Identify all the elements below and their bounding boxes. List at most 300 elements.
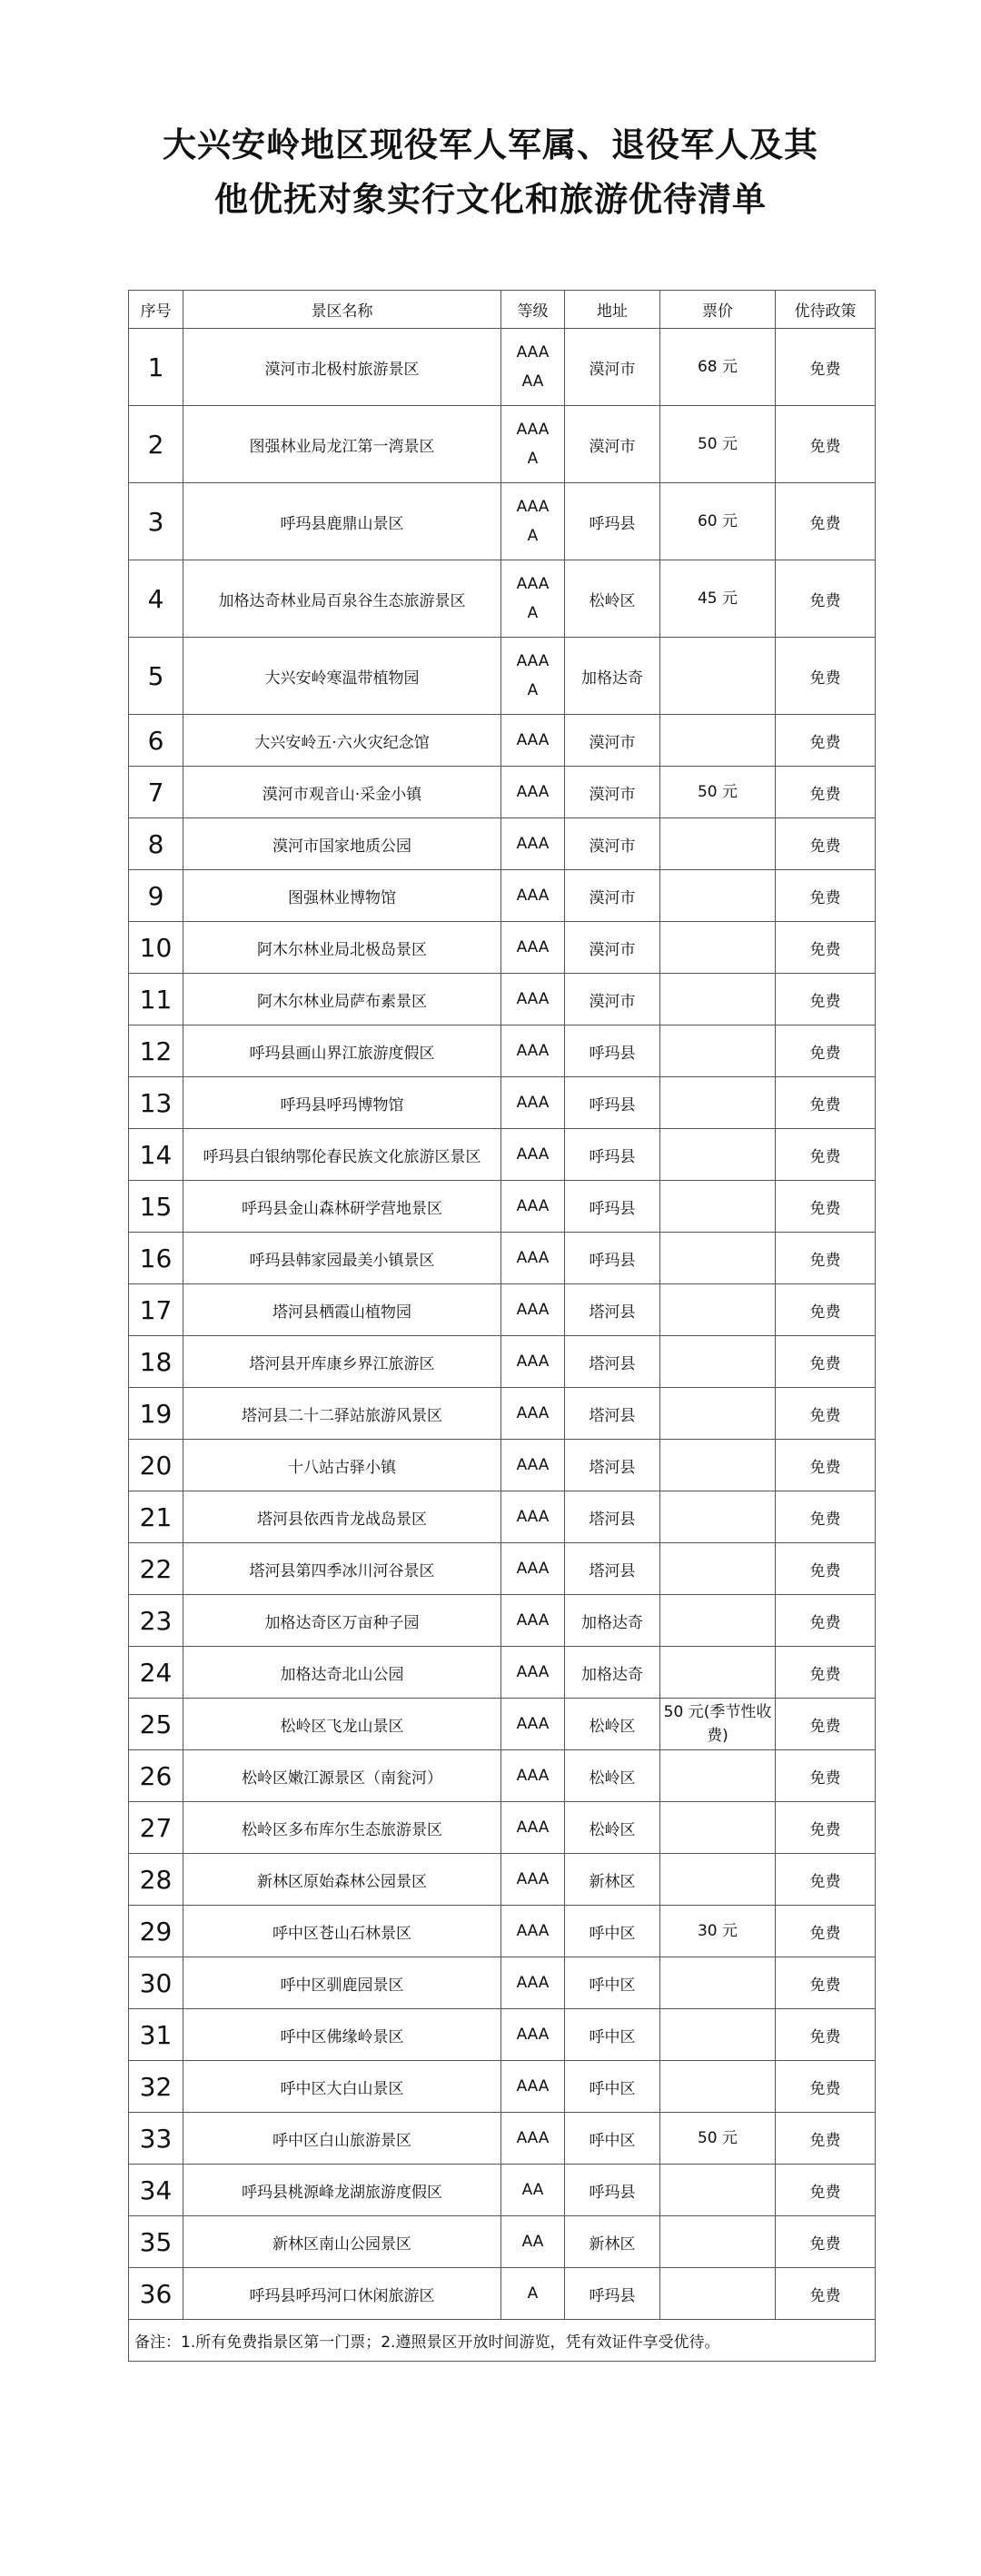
row-policy: 免费 [776,1543,876,1595]
row-price: 60 元 [660,483,776,560]
row-grade [501,715,565,767]
row-name: 加格达奇林业局百泉谷生态旅游景区 [183,560,501,638]
grade-line-1: AAA [516,1145,550,1164]
grade-line-1: AAA [516,575,550,593]
row-grade [501,1336,565,1388]
row-grade [501,1129,565,1181]
row-address: 呼玛县 [565,1025,660,1077]
row-address: 加格达奇 [565,1647,660,1699]
row-name: 松岭区多布库尔生态旅游景区 [183,1802,501,1854]
row-seq: 20 [129,1440,183,1491]
row-address: 漠河市 [565,767,660,818]
row-seq: 36 [129,2268,183,2320]
row-address: 新林区 [565,2216,660,2268]
grade-line-2: A [527,604,539,622]
row-seq: 22 [129,1543,183,1595]
table-row [129,818,876,870]
row-address: 漠河市 [565,406,660,483]
row-address: 呼玛县 [565,1077,660,1129]
row-seq: 9 [129,870,183,922]
grade-line-1: AAA [516,1508,550,1526]
row-seq: 12 [129,1025,183,1077]
row-seq: 30 [129,1957,183,2009]
row-address: 塔河县 [565,1336,660,1388]
grade-line-1: AAA [516,421,550,439]
row-grade [501,1854,565,1906]
row-grade [501,1284,565,1336]
table-body [129,329,876,2320]
row-seq: 3 [129,483,183,560]
row-name: 新林区原始森林公园景区 [183,1854,501,1906]
row-policy: 免费 [776,1854,876,1906]
row-name: 图强林业局龙江第一湾景区 [183,406,501,483]
row-seq: 8 [129,818,183,870]
row-policy: 免费 [776,2268,876,2320]
title-line-2: 他优抚对象实行文化和旅游优待清单 [214,180,767,219]
row-name: 漠河市国家地质公园 [183,818,501,870]
row-price: 50 元 [660,767,776,818]
row-policy: 免费 [776,1233,876,1284]
row-address: 呼玛县 [565,2268,660,2320]
row-price: 45 元 [660,560,776,638]
table-row [129,1854,876,1906]
row-grade [501,2061,565,2113]
row-name: 呼玛县桃源峰龙湖旅游度假区 [183,2165,501,2216]
row-seq: 17 [129,1284,183,1336]
row-price [660,1440,776,1491]
row-policy: 免费 [776,1802,876,1854]
row-seq: 26 [129,1750,183,1802]
note-row [129,2320,876,2362]
row-policy: 免费 [776,1647,876,1699]
row-seq: 2 [129,406,183,483]
row-price [660,2216,776,2268]
row-seq: 21 [129,1491,183,1543]
row-policy: 免费 [776,1025,876,1077]
row-seq: 23 [129,1595,183,1647]
row-address: 松岭区 [565,1750,660,1802]
row-name: 呼玛县呼玛河口休闲旅游区 [183,2268,501,2320]
table-row [129,1388,876,1440]
row-name: 呼中区大白山景区 [183,2061,501,2113]
row-address: 加格达奇 [565,638,660,715]
row-name: 呼中区驯鹿园景区 [183,1957,501,2009]
table-row [129,1543,876,1595]
grade-line-1: AAA [516,1974,550,1992]
row-policy: 免费 [776,2061,876,2113]
row-address: 松岭区 [565,1802,660,1854]
grade-line-2: A [527,681,539,699]
grade-line-1: AA [521,2233,544,2251]
row-grade [501,560,565,638]
row-name: 呼玛县呼玛博物馆 [183,1077,501,1129]
title-line-1: 大兴安岭地区现役军人军属、退役军人及其 [163,125,818,164]
grade-line-2: AA [521,372,544,391]
row-seq: 24 [129,1647,183,1699]
row-policy: 免费 [776,1284,876,1336]
row-policy: 免费 [776,2165,876,2216]
row-address: 呼中区 [565,2061,660,2113]
row-name: 漠河市观音山·采金小镇 [183,767,501,818]
row-grade [501,1750,565,1802]
row-price [660,1077,776,1129]
row-price: 50 元(季节性收费) [660,1699,776,1750]
row-grade [501,870,565,922]
row-seq: 10 [129,922,183,974]
table-row [129,715,876,767]
row-address: 加格达奇 [565,1595,660,1647]
table-row [129,1595,876,1647]
row-price [660,2268,776,2320]
header-address: 地址 [565,291,660,329]
benefits-table [128,290,876,2362]
row-seq: 16 [129,1233,183,1284]
row-policy: 免费 [776,406,876,483]
row-price [660,1129,776,1181]
row-address: 呼玛县 [565,1129,660,1181]
row-price: 50 元 [660,406,776,483]
row-address: 呼中区 [565,2009,660,2061]
row-address: 塔河县 [565,1284,660,1336]
table-row [129,1129,876,1181]
row-grade [501,483,565,560]
row-name: 新林区南山公园景区 [183,2216,501,2268]
row-grade [501,406,565,483]
row-seq: 7 [129,767,183,818]
grade-line-1: AAA [516,1715,550,1733]
row-policy: 免费 [776,1699,876,1750]
row-price [660,1957,776,2009]
row-price [660,922,776,974]
row-policy: 免费 [776,1336,876,1388]
row-seq: 35 [129,2216,183,2268]
grade-line-1: AAA [516,835,550,853]
row-name: 阿木尔林业局萨布素景区 [183,974,501,1025]
row-name: 塔河县依西肯龙战岛景区 [183,1491,501,1543]
grade-line-1: AAA [516,1663,550,1681]
row-price [660,715,776,767]
table-row [129,638,876,715]
row-name: 塔河县开库康乡界江旅游区 [183,1336,501,1388]
table-row [129,974,876,1025]
row-grade [501,638,565,715]
row-policy: 免费 [776,818,876,870]
table-row [129,1336,876,1388]
row-address: 呼玛县 [565,483,660,560]
row-policy: 免费 [776,560,876,638]
grade-line-1: AAA [516,887,550,905]
row-price [660,1284,776,1336]
grade-line-1: AAA [516,1301,550,1319]
grade-line-1: AAA [516,990,550,1008]
row-price [660,818,776,870]
row-address: 呼中区 [565,1906,660,1957]
grade-line-1: AAA [516,731,550,749]
grade-line-2: A [527,527,539,545]
grade-line-1: AAA [516,2077,550,2095]
row-seq: 31 [129,2009,183,2061]
table-row [129,1233,876,1284]
row-name: 松岭区飞龙山景区 [183,1699,501,1750]
grade-line-1: AAA [516,783,550,801]
grade-line-1: AAA [516,1197,550,1215]
row-price [660,2061,776,2113]
grade-line-1: AAA [516,1456,550,1474]
header-price: 票价 [660,291,776,329]
row-seq: 32 [129,2061,183,2113]
row-name: 松岭区嫩江源景区（南瓮河） [183,1750,501,1802]
row-grade [501,818,565,870]
row-policy: 免费 [776,329,876,406]
table-row [129,560,876,638]
row-price [660,1181,776,1233]
grade-line-1: AAA [516,938,550,956]
row-price [660,1388,776,1440]
table-row [129,1647,876,1699]
table-row [129,2113,876,2165]
row-grade [501,1233,565,1284]
row-grade [501,1957,565,2009]
grade-line-1: AAA [516,343,550,362]
row-policy: 免费 [776,1957,876,2009]
row-grade [501,922,565,974]
grade-line-1: AAA [516,2129,550,2147]
row-policy: 免费 [776,1388,876,1440]
row-address: 漠河市 [565,870,660,922]
grade-line-2: A [527,450,539,468]
row-policy: 免费 [776,922,876,974]
grade-line-1: AAA [516,1818,550,1837]
row-grade [501,2009,565,2061]
row-grade [501,1025,565,1077]
grade-line-1: AAA [516,652,550,670]
row-name: 呼中区苍山石林景区 [183,1906,501,1957]
row-policy: 免费 [776,1440,876,1491]
table-row [129,1440,876,1491]
row-price [660,1750,776,1802]
row-address: 呼中区 [565,1957,660,2009]
row-grade [501,1906,565,1957]
row-address: 漠河市 [565,974,660,1025]
header-seq: 序号 [129,291,183,329]
table-row [129,2009,876,2061]
row-name: 呼玛县画山界江旅游度假区 [183,1025,501,1077]
row-grade [501,974,565,1025]
table-row [129,2216,876,2268]
row-price [660,1595,776,1647]
header-grade: 等级 [501,291,565,329]
grade-line-1: AAA [516,1249,550,1267]
row-grade [501,1699,565,1750]
row-price: 50 元 [660,2113,776,2165]
row-price [660,2165,776,2216]
row-seq: 34 [129,2165,183,2216]
row-address: 塔河县 [565,1388,660,1440]
table-row [129,1750,876,1802]
row-name: 加格达奇北山公园 [183,1647,501,1699]
row-seq: 18 [129,1336,183,1388]
row-policy: 免费 [776,767,876,818]
table-header-row [129,291,876,329]
table-row [129,1906,876,1957]
row-price [660,1802,776,1854]
row-name: 呼玛县韩家园最美小镇景区 [183,1233,501,1284]
row-address: 漠河市 [565,922,660,974]
row-name: 呼玛县金山森林研学营地景区 [183,1181,501,1233]
row-policy: 免费 [776,1750,876,1802]
row-price [660,1233,776,1284]
row-address: 呼玛县 [565,1181,660,1233]
row-seq: 5 [129,638,183,715]
row-name: 图强林业博物馆 [183,870,501,922]
row-address: 呼玛县 [565,1233,660,1284]
row-policy: 免费 [776,1077,876,1129]
table-row [129,1699,876,1750]
row-address: 塔河县 [565,1440,660,1491]
row-address: 塔河县 [565,1491,660,1543]
row-name: 呼中区佛缘岭景区 [183,2009,501,2061]
grade-line-1: AAA [516,1042,550,1060]
table-row [129,1025,876,1077]
row-name: 大兴安岭寒温带植物园 [183,638,501,715]
row-policy: 免费 [776,1595,876,1647]
row-name: 漠河市北极村旅游景区 [183,329,501,406]
row-name: 呼玛县白银纳鄂伦春民族文化旅游区景区 [183,1129,501,1181]
row-address: 呼中区 [565,2113,660,2165]
page-title [0,118,981,227]
row-address: 松岭区 [565,1699,660,1750]
table-row [129,329,876,406]
row-seq: 14 [129,1129,183,1181]
table-row [129,1181,876,1233]
table-row [129,406,876,483]
row-name: 大兴安岭五·六火灾纪念馆 [183,715,501,767]
grade-line-1: A [527,2284,539,2303]
row-grade [501,1647,565,1699]
grade-line-1: AAA [516,1767,550,1785]
row-name: 塔河县栖霞山植物园 [183,1284,501,1336]
row-policy: 免费 [776,715,876,767]
row-seq: 6 [129,715,183,767]
row-name: 塔河县第四季冰川河谷景区 [183,1543,501,1595]
row-seq: 27 [129,1802,183,1854]
row-grade [501,2113,565,2165]
grade-line-1: AAA [516,498,550,516]
row-seq: 1 [129,329,183,406]
table-row [129,1077,876,1129]
row-policy: 免费 [776,1491,876,1543]
row-grade [501,1595,565,1647]
table-row [129,483,876,560]
row-seq: 4 [129,560,183,638]
row-price [660,974,776,1025]
table-row [129,1491,876,1543]
row-grade [501,2165,565,2216]
row-seq: 19 [129,1388,183,1440]
table-row [129,767,876,818]
row-seq: 28 [129,1854,183,1906]
row-policy: 免费 [776,1181,876,1233]
row-policy: 免费 [776,870,876,922]
row-seq: 29 [129,1906,183,1957]
header-name: 景区名称 [183,291,501,329]
grade-line-1: AAA [516,1352,550,1371]
row-seq: 15 [129,1181,183,1233]
row-address: 松岭区 [565,560,660,638]
row-name: 十八站古驿小镇 [183,1440,501,1491]
row-seq: 13 [129,1077,183,1129]
row-price [660,1854,776,1906]
row-policy: 免费 [776,483,876,560]
row-name: 呼玛县鹿鼎山景区 [183,483,501,560]
row-grade [501,2216,565,2268]
row-policy: 免费 [776,2113,876,2165]
row-policy: 免费 [776,2009,876,2061]
row-address: 漠河市 [565,818,660,870]
row-name: 塔河县二十二驿站旅游风景区 [183,1388,501,1440]
row-policy: 免费 [776,2216,876,2268]
row-price: 30 元 [660,1906,776,1957]
row-price [660,1025,776,1077]
row-seq: 11 [129,974,183,1025]
table-row [129,870,876,922]
row-price [660,1647,776,1699]
row-address: 呼玛县 [565,2165,660,2216]
row-seq: 25 [129,1699,183,1750]
row-grade [501,767,565,818]
row-grade [501,1388,565,1440]
row-price [660,1491,776,1543]
grade-line-1: AAA [516,2026,550,2044]
row-seq: 33 [129,2113,183,2165]
table-row [129,1802,876,1854]
row-price [660,1336,776,1388]
grade-line-1: AAA [516,1094,550,1112]
row-policy: 免费 [776,1906,876,1957]
row-policy: 免费 [776,974,876,1025]
grade-line-1: AAA [516,1870,550,1888]
row-name: 阿木尔林业局北极岛景区 [183,922,501,974]
row-name: 加格达奇区万亩种子园 [183,1595,501,1647]
header-policy: 优待政策 [776,291,876,329]
row-name: 呼中区白山旅游景区 [183,2113,501,2165]
row-grade [501,1543,565,1595]
row-address: 漠河市 [565,715,660,767]
row-policy: 免费 [776,638,876,715]
grade-line-1: AA [521,2181,544,2199]
table-row [129,2061,876,2113]
row-price [660,2009,776,2061]
grade-line-1: AAA [516,1922,550,1940]
row-grade [501,1440,565,1491]
row-address: 塔河县 [565,1543,660,1595]
table-row [129,2268,876,2320]
row-grade [501,1491,565,1543]
table-note: 备注：1.所有免费指景区第一门票；2.遵照景区开放时间游览，凭有效证件享受优待。 [129,2320,876,2362]
row-price [660,870,776,922]
row-price [660,638,776,715]
row-grade [501,329,565,406]
table-row [129,1284,876,1336]
grade-line-1: AAA [516,1560,550,1578]
row-grade [501,1802,565,1854]
row-address: 新林区 [565,1854,660,1906]
grade-line-1: AAA [516,1611,550,1630]
row-policy: 免费 [776,1129,876,1181]
row-address: 漠河市 [565,329,660,406]
row-price [660,1543,776,1595]
row-grade [501,1077,565,1129]
